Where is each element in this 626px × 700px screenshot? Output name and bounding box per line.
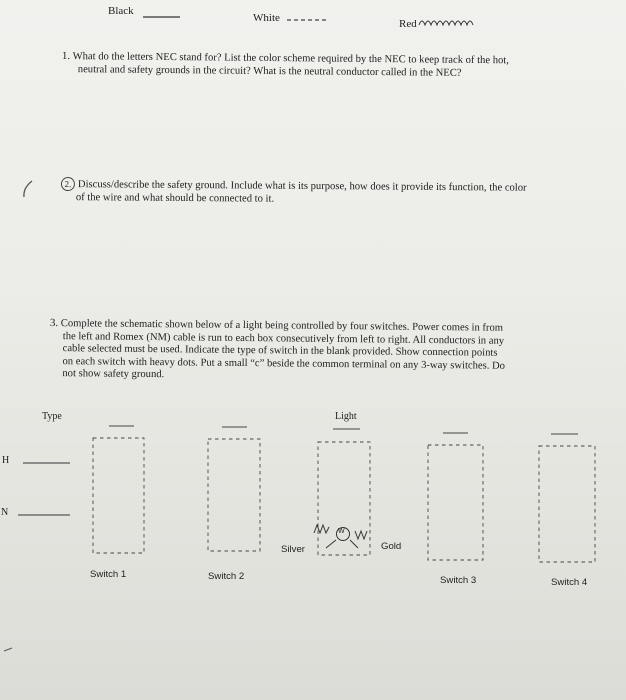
question-3-line-4: on each switch with heavy dots. Put a small “c” beside the common terminal on any 3-way switches. Do — [62, 355, 506, 372]
lamp-symbol-text: W — [338, 528, 345, 535]
silver-terminal-label: Silver — [281, 544, 305, 555]
margin-arc-mark — [24, 181, 32, 197]
question-1-number: 1. — [61, 50, 71, 63]
legend-red: Red — [399, 18, 417, 30]
legend-white: White — [253, 12, 280, 24]
light-label: Light — [335, 411, 357, 422]
type-label: Type — [42, 411, 62, 422]
question-3-line-2: the left and Romex (NM) cable is run to each box consecutively from left to right. All conductors in any — [62, 330, 505, 347]
question-1-line-2: neutral and safety grounds in the circuit? What is the neutral conductor called in the NEC? — [77, 63, 462, 79]
switch-box-1 — [93, 438, 144, 553]
question-2-number: 2. — [61, 177, 75, 191]
question-2-line-1: Discuss/describe the safety ground. Include what is its purpose, how does it provide its function, the color — [77, 179, 527, 194]
switch-3-label: Switch 3 — [440, 575, 477, 586]
light-box — [318, 442, 370, 555]
question-3-line-1: Complete the schematic shown below of a light being controlled by four switches. Power comes in from — [60, 318, 504, 334]
question-1-line-1: What do the letters NEC stand for? List the color scheme required by the NEC to keep track of the hot, — [72, 51, 509, 67]
question-2 — [61, 177, 527, 208]
switch-1-label: Switch 1 — [90, 569, 127, 580]
switch-box-4 — [539, 446, 595, 562]
legend-black: Black — [108, 5, 134, 17]
gold-terminal-label: Gold — [381, 541, 402, 552]
red-line-sample — [419, 21, 473, 25]
question-3-number: 3. — [49, 317, 59, 330]
switch-4-label: Switch 4 — [551, 577, 588, 588]
question-1 — [62, 50, 509, 80]
hot-label: H — [2, 455, 10, 466]
margin-stub-mark — [4, 648, 12, 651]
question-3-line-5: not show safety ground. — [62, 368, 165, 381]
neutral-label: N — [1, 507, 9, 518]
question-3-line-3: cable selected must be used. Indicate the type of switch in the blank provided. Show connection points — [62, 343, 498, 359]
question-2-line-2: of the wire and what should be connected to it. — [75, 191, 275, 205]
question-3 — [49, 317, 505, 385]
switch-box-2 — [208, 439, 260, 551]
switch-2-label: Switch 2 — [208, 571, 245, 582]
switch-box-3 — [428, 445, 483, 560]
